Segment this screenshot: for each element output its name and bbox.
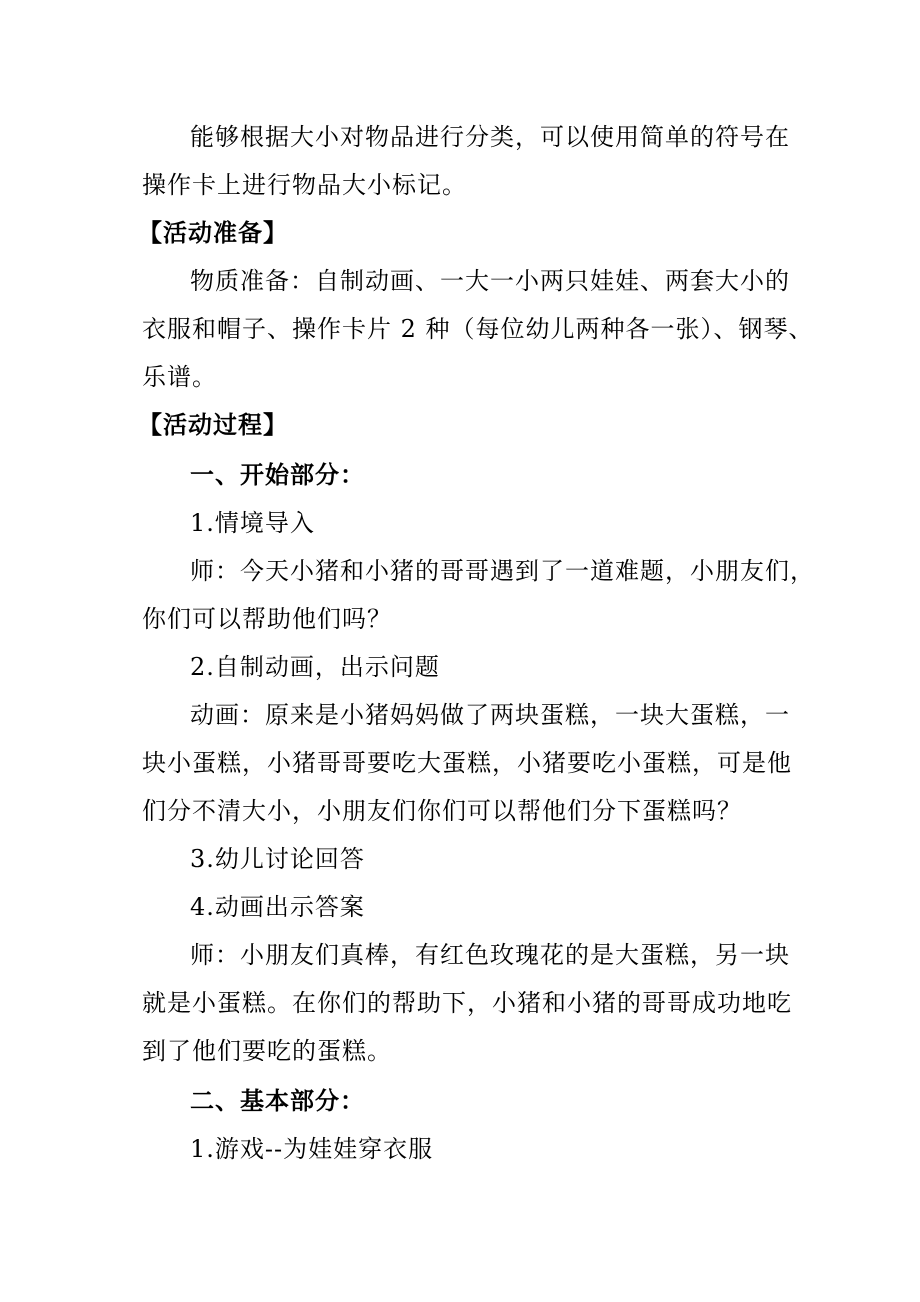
process-heading: 【活动过程】 — [138, 411, 288, 439]
prep-line-2: 衣服和帽子、操作卡片 2 种（每位幼儿两种各一张）、钢琴、 — [142, 315, 814, 343]
teacher-2-line-3: 到了他们要吃的蛋糕。 — [142, 1037, 392, 1065]
teacher-1-line-1: 师：今天小猪和小猪的哥哥遇到了一道难题，小朋友们， — [190, 557, 815, 585]
section-2-heading: 二、基本部分： — [190, 1087, 365, 1115]
teacher-1-line-2: 你们可以帮助他们吗？ — [142, 605, 392, 633]
prep-line-3: 乐谱。 — [142, 363, 217, 391]
animation-line-1: 动画：原来是小猪妈妈做了两块蛋糕，一块大蛋糕，一 — [190, 701, 790, 729]
item-1: 1.情境导入 — [190, 509, 315, 537]
animation-line-2: 块小蛋糕，小猪哥哥要吃大蛋糕，小猪要吃小蛋糕，可是他 — [142, 749, 792, 777]
goal-line-1: 能够根据大小对物品进行分类，可以使用简单的符号在 — [190, 123, 790, 151]
prep-line-1: 物质准备：自制动画、一大一小两只娃娃、两套大小的 — [190, 267, 790, 295]
teacher-2-line-2: 就是小蛋糕。在你们的帮助下，小猪和小猪的哥哥成功地吃 — [142, 989, 792, 1017]
prep-heading: 【活动准备】 — [138, 219, 288, 247]
animation-line-3: 们分不清大小，小朋友们你们可以帮他们分下蛋糕吗？ — [142, 797, 742, 825]
item-3: 3.幼儿讨论回答 — [190, 845, 365, 873]
item-5: 1.游戏--为娃娃穿衣服 — [190, 1135, 434, 1163]
item-2: 2.自制动画，出示问题 — [190, 653, 440, 681]
teacher-2-line-1: 师：小朋友们真棒，有红色玫瑰花的是大蛋糕，另一块 — [190, 941, 790, 969]
item-4: 4.动画出示答案 — [190, 893, 365, 921]
goal-line-2: 操作卡上进行物品大小标记。 — [142, 171, 467, 199]
section-1-heading: 一、开始部分： — [190, 461, 365, 489]
